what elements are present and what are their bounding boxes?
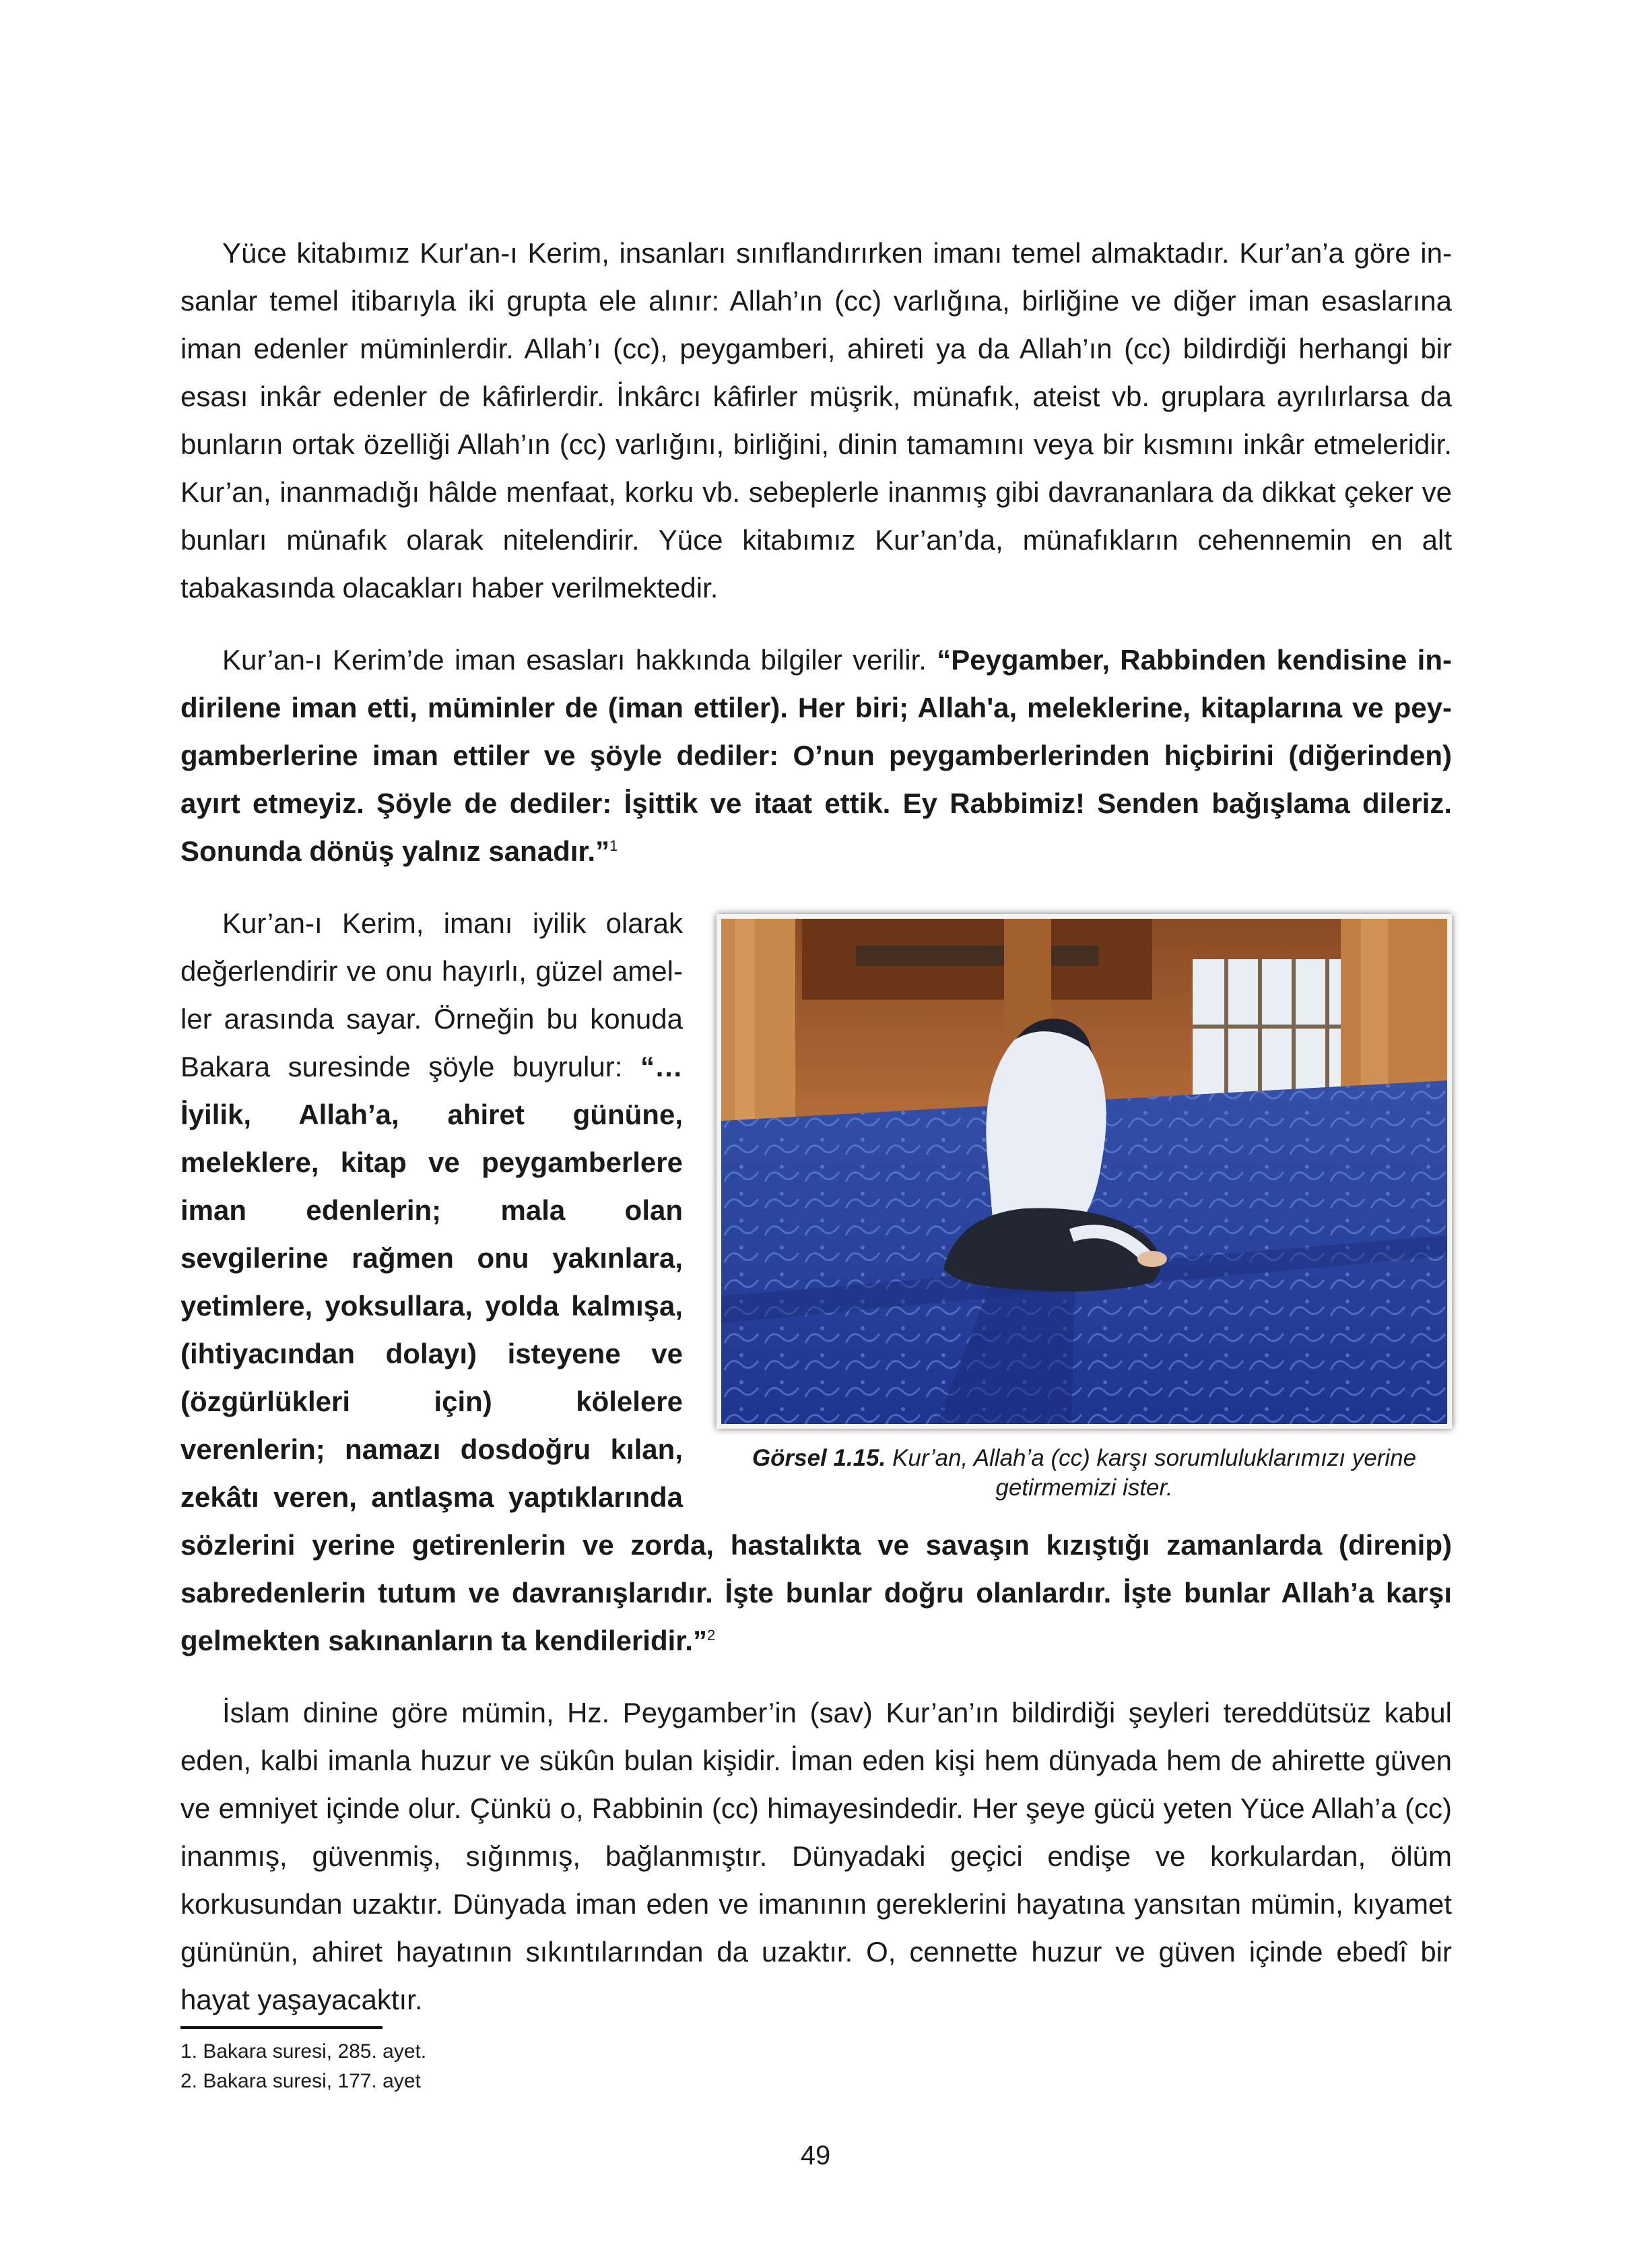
mosque-photo-illustration <box>721 919 1447 1424</box>
footnote-divider <box>180 2026 382 2029</box>
footnote-2: 2. Bakara suresi, 177. ayet <box>180 2070 421 2092</box>
footnote-ref-2: 2 <box>706 1627 716 1644</box>
page-number: 49 <box>800 2141 831 2170</box>
figure-label: Görsel 1.15. <box>752 1445 886 1471</box>
figure-wrap-block <box>180 899 1452 1664</box>
paragraph-2 <box>180 636 1452 875</box>
figure-caption-text: Kur’an, Allah’a (cc) karşı sorumluluklarımızı yerine getirmemizi ister. <box>886 1445 1417 1501</box>
footnote-1: 1. Bakara suresi, 285. ayet. <box>180 2040 427 2063</box>
figure <box>717 914 1452 1503</box>
paragraph-2-quote: “Peygamber, Rabbinden kendisine indirilene iman etti, müminler de (iman ettiler). Her biri; Allah'a, meleklerine, kitaplarına ve peygamberlerine iman ettiler ve şöyle dediler: O’nun peygamberlerinden hiçbirini (diğerinden) ayırt etmeyiz. Şöyle de dediler: İşittik ve itaat ettik. Ey Rabbimiz! Senden bağışlama dileriz. Sonunda dönüş yalnız sanadır.” <box>180 644 1452 867</box>
footnotes <box>180 2037 426 2096</box>
main-content <box>180 229 1452 2048</box>
paragraph-1: Yüce kitabımız Kur'an-ı Kerim, insanları sınıflandırırken imanı temel almaktadır. Kur’an’a göre insanlar temel itibarıyla iki grupta ele alınır: Allah’ın (cc) varlığına, birliğine ve diğer iman esaslarına iman edenler müminlerdir. Allah’ı (cc), peygamberi, ahireti ya da Allah’ın (cc) bildirdiği herhangi bir esası inkâr edenler de kâfirlerdir. İnkârcı kâfirler müşrik, münafık, ateist vb. gruplara ayrılırlarsa da bunların ortak özelliği Allah’ın (cc) varlığını, birliğini, dinin tamamını veya bir kısmını inkâr etmeleridir. Kur’an, inanmadığı hâlde menfaat, korku vb. sebeplerle inanmış gibi davrananlara da dikkat çeker ve bunları münafık olarak nitelendirir. Yüce kitabımız Kur’an’da, münafıkların cehennemin en alt tabakasında olacakları haber verilmektedir. <box>180 237 1452 604</box>
footnote-ref-1: 1 <box>609 837 618 854</box>
paragraph-3-quote: “…İyilik, Allah’a, ahiret gününe, meleklere, kitap ve peygamberlere iman edenlerin; mala olan sevgilerine rağmen onu yakınlara, yetimlere, yoksullara, yolda kalmışa, (ihtiyacından dolayı) isteyene ve (özgürlükleri için) kölelere verenlerin; namazı dosdoğru kılan, zekâtı veren, antlaşma yaptıklarında sözlerini yerine getirenlerin ve zorda, hastalıkta ve savaşın kızıştığı zamanlarda (direnip) sabredenlerin tutum ve davranışlarıdır. İşte bunlar doğru olanlardır. İşte bunlar Allah’a karşı gelmekten sakınanların ta kendileridir.” <box>180 1051 1452 1656</box>
figure-caption <box>717 1444 1452 1503</box>
paragraph-3-intro: Kur’an-ı Kerim, imanı iyilik olarak değerlendirir ve onu hayırlı, güzel ameller arasında sayar. Örneğin bu konuda Bakara suresinde şöyle buyrulur: <box>180 907 683 1082</box>
paragraph-4: İslam dinine göre mümin, Hz. Peygamber’in (sav) Kur’an’ın bildirdiği şeyleri tereddütsüz kabul eden, kalbi imanla huzur ve sükûn bulan kişidir. İman eden kişi hem dünyada hem de ahirette güven ve emniyet içinde olur. Çünkü o, Rabbinin (cc) himayesindedir. Her şeye gücü yeten Yüce Allah’a (cc) inanmış, güvenmiş, sığınmış, bağlanmıştır. Dünyadaki geçici endişe ve korkulardan, ölüm korkusundan uzaktır. Dünyada iman eden ve imanının gereklerini hayatına yansıtan mümin, kıyamet gününün, ahiret hayatının sıkıntılarından da uzaktır. O, cennette huzur ve güven içinde ebedî bir hayat yaşayacaktır. <box>180 1697 1452 2015</box>
mosque-photo <box>717 914 1452 1429</box>
paragraph-2-intro: Kur’an-ı Kerim’de iman esasları hakkında bilgiler verilir. <box>222 644 937 676</box>
